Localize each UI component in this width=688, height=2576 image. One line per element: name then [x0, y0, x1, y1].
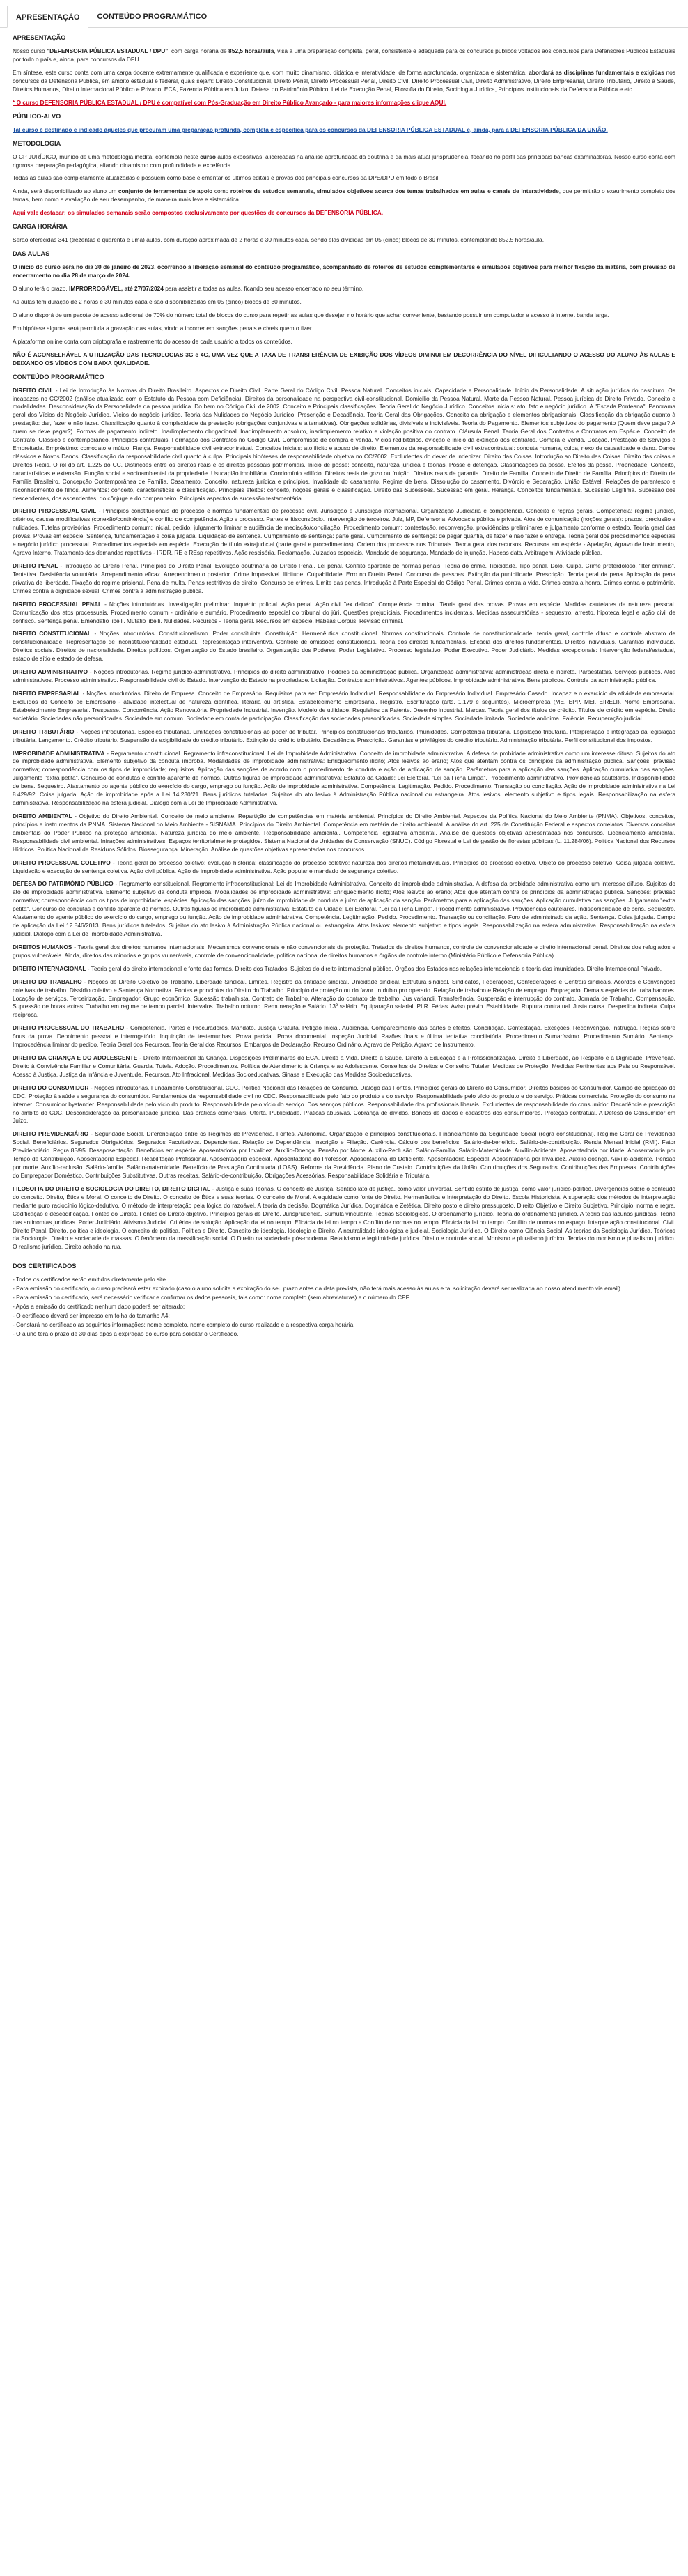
conteudo-item-title: DIREITO PROCESSUAL PENAL [13, 600, 102, 608]
carga-horaria-heading: CARGA HORÁRIA [13, 223, 68, 231]
conteudo-item-title: DIREITO EMPRESARIAL [13, 690, 81, 697]
conteudo-item-title: DEFESA DO PATRIMÔNIO PÚBLICO [13, 880, 114, 888]
conteudo-item-description: - Noções de Direito Coletivo do Trabalho. Liberdade Sindical. Limites. Registro da entidade sindical. Unicidade sindical. Estrutura sindical. Sindicatos, Federações, Confederações e Centrais sindicais. Acordos e Convenções coletivas de trabalho. Dissídio coletivo e Sentença Normativa. Fontes e princípios do Direito do Trabalho. Princípio de proteção ou do favor. In dubio pro operario. Relação de trabalho e Relação de emprego. Empregado. Demais espécies de trabalhadores. Locação de serviços. Terceirização. Empregador. Grupo econômico. Sucessão trabalhista. Contrato de Trabalho. Alteração do contrato de trabalho. Jus variandi. Transferência. Suspensão e interrupção do contrato. Jornada de Trabalho. Compensação. Supressão de horas extras. Trabalho em regime de tempo parcial. Intervalos. Trabalho noturno. Remuneração e Salário. 13º salário. Equiparação salarial. PLR. Férias. Aviso prévio. Estabilidade. Ruptura contratual. Justa causa. Despedida indireta. Culpa recíproca. [13, 978, 675, 1019]
conteudo-item-description: - Regramento constitucional. Regramento infraconstitucional: Lei de Improbidade Administrativa. Conceito de improbidade administrativa. A defesa da probidade administrativa como um interesse difuso. Sujeitos do ato de improbidade administrativa. Elemento subjetivo da conduta ímproba. Modalidades de improbidade administrativa: Enriquecimento ilícito; Atos lesivos ao erário; Atos que atentam contra os princípios da administração pública. Sanções: previsão normativa; correspondência com os tipos de improbidade; requisitos. Aplicação das sanções de acordo com o procedimento de conduta e ação de aplicação de sanção. Parâmetros para a aplicação das sanções. Aplicação cumulativa das sanções. Julgamento "extra petita". Concurso de condutas e conflito aparente de normas. Outras figuras de improbidade administrativa: Estatuto da Cidade; Lei Eleitoral. "Lei da Ficha Limpa". Procedimento administrativo. Providências cautelares. Indisponibilidade de bens. Sequestro. Afastamento do agente público do exercício do cargo, emprego ou função. Ação de improbidade administrativa. Competência. Legitimação. Pedido. Procedimento. Transação ou conciliação. Ação de improbidade administrativa na Lei 8.429/92. Coisa julgada. Ação de improbidade após a Lei 14.230/21. Bens jurídicos tutelados. Sujeitos do ato lesivo à Administração Pública nacional ou estrangeira. Atos lesivos: elemento subjetivo e tipos legais. Responsabilização na esfera administrativa. Responsabilização na esfera judicial. Diálogo com a Lei de Improbidade Administrativa. [13, 749, 676, 807]
metodologia-paragraph-1: O CP JURÍDICO, munido de uma metodologia inédita, contempla neste curso aulas expositivas, alicerçadas na análise aprofundada da doutrina e da mais atual jurisprudência, focando no perfil das principais bancas examinadoras. Nosso curso conta com rigorosa preparação pedagógica, aliando dinamismo com profundidade e excelência. [13, 153, 676, 169]
conteudo-item-title: DIREITO DO CONSUMIDOR [13, 1083, 89, 1091]
conteudo-item-title: DIREITO AMBIENTAL [13, 812, 72, 819]
das-aulas-paragraph-1: O início do curso será no dia 30 de janeiro de 2023, ocorrendo a liberação semanal do conteúdo programático, acompanhado de roteiros de estudos complementares e simulados objetivos para melhor fixação da matéria, com previsão de encerramento no dia 28 de março de 2024. [13, 263, 675, 279]
conteudo-item-description: - Objetivo do Direito Ambiental. Conceito de meio ambiente. Repartição de competências em matéria ambiental. Princípios do Direito Ambiental. Aspectos da Política Nacional do Meio Ambiente (PNMA). Objetivos, conceitos, princípios e instrumentos da PNMA. Sistema Nacional do Meio Ambiente - SISNAMA. Princípios do Direito Ambiental. Competência em matéria de direito ambiental. A análise do art. 225 da Constituição Federal e aspectos correlatos. Diversos conceitos ambientais do Poder Público na proteção ambiental. Natureza jurídica do meio ambiente. Responsabilidade ambiental. Competência legislativa ambiental. Análise de questões objetivas apresentadas nos concursos. Licenciamento ambiental. Responsabilidade civil ambiental. Infrações administrativas. Espaços territorialmente protegidos. Sistema Nacional de Unidades de Conservação (SNUC). Código Florestal e Lei de gestão de florestas públicas (L. 11.284/06). Política Nacional dos Recursos Hídricos. Política Nacional de Resíduos Sólidos. Biossegurança. Mineração. Análise de questões objetivas apresentadas nos concursos. [13, 812, 675, 853]
tab-bar [0, 0, 688, 28]
conteudo-item-description: - Teoria geral do direito internacional e fonte das formas. Direito dos Tratados. Sujeitos do direito internacional público. Órgãos dos Estados nas relações internacionais e teoria das imunidades. Direito Internacional Privado. [86, 964, 662, 972]
conteudo-item [13, 630, 675, 663]
conteudo-item [13, 812, 675, 854]
publico-alvo-text: Tal curso é destinado e indicado àqueles que procuram uma preparação profunda, completa e específica para os concursos da DEFENSORIA PÚBLICA ESTADUAL e, ainda, para a DEFENSORIA PÚBLICA DA UNIÃO. [13, 125, 608, 133]
conteudo-item-description: - Lei de Introdução às Normas do Direito Brasileiro. Aspectos de Direito Civil. Parte Geral do Código Civil. Pessoa Natural. Conceitos iniciais. Capacidade e Personalidade. Início da Personalidade. A situação jurídica do nascituro. Os incapazes no CC/2002 (análise atualizada com o Estatuto da Pessoa com Deficiência). Direitos da personalidade na perspectiva civil-constitucional. Domicílio da Pessoa Natural. Morte da Pessoa Natural. Pessoa jurídica de Direito Privado. Conceito e modalidades. Desconsideração da Personalidade da pessoa jurídica. Do bem no Código Civil de 2002. Conceito e Principais classificações. Teoria Geral do Negócio Jurídico. Conceitos iniciais: ato, fato e negócio jurídico. A "Escada Ponteana". Panorama geral dos Vícios do Negócio Jurídico. Vícios do negócio jurídico. Teoria das Nulidades do Negócio Jurídico. Prescrição e Decadência. Teoria Geral das Obrigações. Conceito da obrigação e elementos obrigacionais. Classificação da obrigação quanto à prestação: dar, fazer e não fazer. Classificação quanto à complexidade da prestação (obrigações conjuntivas e alternativas). Obrigações solidárias, divisíveis e indivisíveis. Teoria do Pagamento. Elementos subjetivos do pagamento (Quem deve pagar? A quem se deve pagar?). Formas de pagamento indireto. Inadimplemento obrigacional. Inadimplemento absoluto, inadimplemento relativo e violação positiva do contrato. Cláusula Penal. Teoria Geral dos Contratos e Contratos em Espécie. Conceito de Contrato. Clássico e contemporâneo. Princípios contratuais. Formação dos Contratos no Código Civil. Compromisso de compra e venda. Vícios redibitórios, evicção e início da extinção dos contratos. Compra e Venda. Doação. Prestação de Serviços e Empreitada. Empréstimo: comodato e mútuo. Fiança. Responsabilidade civil extracontratual. Conceitos iniciais: ato ilícito e abuso de direito. Elementos da responsabilidade civil extracontratual: conduta humana, culpa, nexo de causalidade e dano. Danos clássicos e Novos Danos. Classificação da responsabilidade civil quanto à culpa. Principais hipóteses de responsabilidade objetiva no CC/2002. Excludentes do dever de indenizar. Direito das Coisas. Introdução ao Direito das Coisas. Direito das coisas e Direitos Reais. O rol do art. 1.225 do CC. Distinções entre os direitos reais e os direitos pessoais patrimoniais. Início de posse: conceito, natureza jurídica e teorias. Posse e detenção. Classificações da posse. Efeitos da posse. Propriedade. Conceito, características e extensão. Função social e socioambiental da propriedade. Usucapião imobiliária. Condomínio edilício. Direitos reais de gozo ou fruição. Direitos reais de garantia. Direito de Família. Conceito de Direito de Família. Princípios do Direito de Família Brasileiro. Concepção Contemporânea de Família. Casamento. Conceito, natureza jurídica e princípios. Invalidade do casamento. Regime de bens. Dissolução do casamento. Divórcio e Separação. União Estável. Relações de parentesco e reconhecimento de filhos. Alimentos: conceito, características e classificação. Principais efeitos: conceito, noções gerais e classificação. Direito das Sucessões. Sucessão em geral. Herança. Conceitos fundamentais. Sucessão Legítima. Sucessão dos descendentes, dos ascendentes, do cônjuge e do companheiro. Princípais aspectos da sucessão testamentária. [13, 386, 676, 502]
das-aulas-paragraph-5: Em hipótese alguma será permitida a gravação das aulas, vindo a incorrer em sanções penais e cíveis quem o fizer. [13, 324, 313, 332]
tab-apresentacao[interactable]: APRESENTAÇÃO [7, 6, 88, 28]
conteudo-item [13, 562, 675, 596]
conteudo-item-title: DIREITO PROCESSUAL CIVIL [13, 507, 97, 515]
conteudo-item [13, 668, 675, 685]
das-aulas-paragraph-4: O aluno disporá de um pacote de acesso adicional de 70% do número total de blocos do curso para repetir as aulas que desejar, no horário que achar conveniente, bastando possuir um computador e acesso à internet banda larga. [13, 311, 609, 318]
conteudo-item [13, 1084, 675, 1126]
conteudo-item [13, 728, 675, 745]
conteudo-item [13, 601, 675, 626]
conteudo-item-description: - Justiça e suas Teorias. O conceito de Justiça. Sentido lato de justiça, como valor universal. Sentido estrito de justiça, como valor jurídico-político. Divergências sobre o conteúdo do conceito. Direito, Ética e Moral. O conceito de Direito. O conceito de Ética e suas teorias. O conceito de Moral. A equidade como fonte do Direito. Hermenêutica e Interpretação do Direito. Escola Historicista. A superação dos métodos de interpretação mediante puro raciocínio lógico-dedutivo. O método de interpretação pela lógica do razoável. A teoria da decisão. Dogmática Jurídica. Dogmática e Zetética. Direito posto e direito pressuposto. Direito Objetivo e Direito Subjetivo. Princípio, norma e regra. Codificação e descodificação. Fontes do Direito. Fontes do Direito objetivo. Princípios gerais de Direito. Jurisprudência. Súmula vinculante. Teorias Sociológicas. O ordenamento jurídico. Teoria do ordenamento jurídico. A teoria das lacunas jurídicas. Teoria das antinomias jurídicas. Poder Judiciário. Ativismo Judicial. Critérios de solução. Aplicação da lei no tempo. Eficácia da lei no tempo e Conflito de normas no tempo. Eficácia da lei no tempo. Conflito de normas no espaço. Interpretação constitucional. Civil. Direito Penal. Direito, política e ideologia. O conceito de política. Política e Direito. Conceito de ideologia. Ideologia e Direito. A neutralidade ideológica e judicial. Sociologia Jurídica. O Direito como Ciência Social. As teorias da Sociologia Jurídica. Teóricos da Sociologia. Direito e sociedade de massas. O fenômeno da massificação social. O Direito na sociedade pós-moderna. Relativismo e legitimidade jurídica. Direito e controle social. Monismo e pluralismo jurídico. Teorias do monismo e pluralismo jurídico. O realismo jurídico. Direito achado na rua. [13, 1185, 676, 1251]
das-aulas-paragraph-3: As aulas têm duração de 2 horas e 30 minutos cada e são disponibilizadas em 05 (cinco) blocos de 30 minutos. [13, 298, 302, 305]
conteudo-item-description: - Regramento constitucional. Regramento infraconstitucional: Lei de Improbidade Administrativa. Conceito de improbidade administrativa. A defesa da probidade administrativa como um interesse difuso. Sujeitos do ato de improbidade administrativa. Elemento subjetivo da conduta ímproba. Modalidades de improbidade administrativa: Enriquecimento ilícito; Atos lesivos ao erário; Atos que atentam contra os princípios da administração pública. Sanções: previsão normativa; correspondência com os tipos de improbidade; espécies. Aplicação das sanções: juízo de improbidade da conduta e juízo de aplicação da sanção. Parâmetros para a aplicação das sanções. Aplicação cumulativa das sanções. Julgamento "extra petita". Concurso de condutas e conflito aparente de normas. Outras figuras de improbidade administrativa: Estatuto da Cidade; Lei Eleitoral. "Lei da Ficha Limpa". Procedimento administrativo. Providências cautelares. Indisponibilidade de bens. Sequestro. Afastamento do agente público do exercício do cargo, emprego ou função. Ação de improbidade administrativa. Competência. Legitimação. Pedido. Procedimento. Transação ou conciliação. Foro de administrado da ação. Sentença. Coisa julgada. Campo de aplicação da Lei 12.846/2013. Bens jurídicos tutelados. Sujeitos do ato lesivo à Administração Pública nacional ou estrangeira. Atos lesivos: elemento subjetivo e tipos legais. Responsabilização na esfera administrativa. Responsabilização na esfera judicial. Diálogo com a Lei de Improbidade Administrativa. [13, 880, 676, 937]
conteudo-item-description: - Direito Internacional da Criança. Disposições Preliminares do ECA. Direito à Vida. Direito à Saúde. Direito à Educação e à Profissionalização. Direito à Liberdade, ao Respeito e à Dignidade. Prevenção. Direito à Convivência Familiar e Comunitária. Guarda. Tutela. Adoção. Procedimentos. Política de Atendimento à Criança e ao Adolescente. Conselhos de Direitos e Conselho Tutelar. Medidas de Proteção. Medidas Pertinentes aos Pais ou Responsável. Acesso à Justiça. Justiça da Infância e Juventude. Recursos. Ato Infracional. Medidas Socioeducativas. Sinase e Execução das Medidas Socioeducativas. [13, 1054, 675, 1078]
conteudo-item-title: DIREITOS HUMANOS [13, 943, 72, 950]
conteudo-item-title: DIREITO DO TRABALHO [13, 978, 82, 985]
conteudo-item-description: - Princípios constitucionais do processo e normas fundamentais de processo civil. Jurisdição e Jurisdição internacional. Organização Judiciária e competência. Conceito e regras gerais. Competência: regime jurídico, critérios, causas modificativas (conexão/continência) e conflito de competência. Ação e processo. Partes e litisconsórcio. Intervenção de terceiros. Juiz, MP, Defensoria, Advocacia pública e privada. Atos de comunicação (noções gerais): prazos, preclusão e nulidades. Tutelas provisórias. Procedimento comum: inicial, pedido, julgamento liminar e audiência de mediação/conciliação. Procedimento comum: contestação, reconvenção, providências preliminares e julgamento conforme o estado. Teoria geral das provas. Provas em espécie. Sentença, fundamentação e coisa julgada. Liquidação de sentença. Cumprimento de sentença: parte geral. Cumprimento de sentença: de pagar quantia, de fazer e não fazer e entrega. Teoria geral dos procedimentos especiais e negócio jurídico processual. Procedimentos especiais em espécie. Execução de título extrajudicial (parte geral e procedimentos). Ordem dos processos nos Tribunais. Teoria geral dos recursos. Recursos em espécie - Apelação, Agravo de Instrumento, Agravo Interno. Tratamento das demandas repetitivas - IRDR, RE e REsp repetitivos. Ação rescisória. Reclamação. Juizados especiais. Mandado de segurança. Mandado de injunção. Habeas data. Arbitragem. Atividade pública. [13, 507, 676, 557]
conteudo-item-title: DIREITO PENAL [13, 562, 58, 570]
intro-paragraph-1: Nosso curso "DEFENSORIA PÚBLICA ESTADUAL / DPU", com carga horária de 852,5 horas/aula, visa à uma preparação completa, geral, consistente e adequada para os concursos públicos voltados aos concursos para Defensores Públicos Estaduais por todo o país e, ainda, para concursos da DPU. [13, 47, 675, 63]
conteudo-item-title: DIREITO PREVIDENCIÁRIO [13, 1130, 89, 1138]
conteudo-item-description: - Noções introdutórias. Regime jurídico-administrativo. Princípios do direito administrativo. Poderes da administração pública. Organização administrativa: administração direta e indireta. Paraestatais. Serviços públicos. Atos administrativos. Processo administrativo. Responsabilidade civil do Estado. Intervenção do Estado na propriedade. Licitação. Contratos administrativos. Agentes públicos. Improbidade administrativa. Bens públicos. Controle da administração pública. [13, 668, 676, 684]
simulados-highlight: Aqui vale destacar: os simulados semanais serão compostos exclusivamente por questões de concursos da DEFENSORIA PÚBLICA. [13, 209, 384, 217]
conteudo-item-title: DIREITO INTERNACIONAL [13, 964, 86, 972]
intro-paragraph-2: Em síntese, este curso conta com uma carga docente extremamente qualificada e experiente que, com muito dinamismo, didática e interatividade, de forma aprofundada, organizada e sistemática, abordará as disciplinas fundamentais e exigidas nos concursos da Defensoria Pública, em âmbito estadual e federal, quais sejam: Direito Constitucional, Direito Penal, Direito Processual Penal, Direito Civil, Direito Processual Civil, Direito Administrativo, Direito Empresarial, Direito Tributário, Direito à Saúde, Direitos Humanos, Direito Internacional Público e Privado, ECA, Fazenda Pública em Juízo, Defesa do Patrimônio Público, Lei de Execução Penal, Filosofia do Direito, Sociologia Jurídica, Princípios Institucionais da Defensoria Pública e etc. [13, 68, 675, 93]
tab-conteudo-programatico[interactable]: CONTEÚDO PROGRAMÁTICO [97, 13, 208, 21]
metodologia-paragraph-3: Ainda, será disponibilizado ao aluno um conjunto de ferramentas de apoio como roteiros de estudos semanais, simulados objetivos acerca dos temas trabalhados em aulas e canais de interatividade, que permitirão o exaurimento completo dos temas, bem como a avaliação de seu desempenho, de maneira mais leve e sistemática. [13, 187, 675, 203]
conteudo-item-description: - Noções introdutórias. Direito de Empresa. Conceito de Empresário. Requisitos para ser Empresário Individual. Responsabilidade do Empresário Individual. Empresário Casado. Incapaz e o exercício da atividade empresarial. Excluídos do Conceito de Empresário - atividade intelectual de natureza científica, literária ou artística. Estabelecimento Empresarial. Registro. Escrituração (arts. 1.179 e seguintes). Microempresa (ME, EPP, MEI, EIRELI). Nome Empresarial. Estabelecimento Empresarial. Trespasse. Concorrência. Ação Renovatória. Propriedade Industrial. Invenção. Modelo de utilidade. Requisitos da Patente. Desenho Industrial. Marcas. Teoria geral dos títulos de crédito. Títulos de crédito em espécie. Direito societário. Sociedades não personificadas. Sociedade em comum. Sociedade em conta de participação. Classificação das sociedades personificadas. Sociedade simples. Sociedade limitada. Sociedade anônima. Falência. Recuperação judicial. [13, 690, 675, 722]
tab-content [0, 28, 688, 1339]
conteudo-item [13, 859, 675, 876]
conteudo-item-title: IMPROBIDADE ADMINISTRATIVA [13, 749, 105, 757]
publico-alvo-heading: PÚBLICO-ALVO [13, 112, 61, 120]
das-aulas-paragraph-6: A plataforma online conta com criptografia e rastreamento do acesso de cada usuário a todos os conteúdos. [13, 337, 292, 345]
certificados-heading: DOS CERTIFICADOS [13, 1263, 77, 1270]
das-aulas-heading: DAS AULAS [13, 250, 50, 258]
conteudo-item [13, 690, 675, 723]
conteudo-item-description: - Noções introdutórias. Constitucionalismo. Poder constituinte. Constituição. Hermenêutica constitucional. Normas constitucionais. Controle de constitucionalidade: teoria geral, controle difuso e controle abstrato de constitucionalidade. Representação de inconstitucionalidade estadual. Representação interventiva. Controle de omissões constitucionais. Teoria dos direitos fundamentais. Eficácia dos direitos fundamentais. Direitos individuais. Garantias individuais. Direitos sociais. Direitos de nacionalidade. Direitos políticos. Organização do Estado brasileiro. Organização dos Poderes. Poder Legislativo. Processo legislativo. Poder Executivo. Poder Judiciário. Medidas excepcionais: Intervenção federal/estadual, estado de sítio e estado de defesa. [13, 630, 676, 663]
certificado-item: - Para emissão do certificado, será necessário verificar e confirmar os dados pessoais, tais como: nome completo (sem abreviaturas) e o número do CPF. [13, 1294, 411, 1302]
conteudo-heading: CONTEÚDO PROGRAMÁTICO [13, 373, 104, 380]
conteudo-item [13, 943, 675, 960]
conteudo-item [13, 1024, 675, 1049]
conteudo-item [13, 750, 675, 808]
metodologia-paragraph-2: Todas as aulas são completamente atualizadas e possuem como base elementar os últimos editais e provas dos principais concursos da DPE/DPU em todo o Brasil. [13, 174, 440, 182]
conteudo-item-description: - Teoria geral do processo coletivo: evolução histórica; classificação do processo coletivo; natureza dos direitos metaindividuais. Princípios do processo coletivo. Objeto do processo coletivo. Coisa julgada coletiva. Liquidação e execução de sentença coletiva. Ação civil pública. Ação de improbidade administrativa. Ação popular e mandado de segurança coletivo. [13, 858, 676, 874]
conteudo-item [13, 1054, 675, 1079]
conteudo-item-description: - Noções introdutórias. Fundamento Constitucional. CDC. Política Nacional das Relações de Consumo. Diálogo das Fontes. Princípios gerais do Direito do Consumidor. Direitos básicos do Consumidor. Campo de aplicação do CDC. Proteção à saúde e segurança do consumidor. Fundamentos da responsabilidade civil no CDC. Responsabilidade pelo fato do produto e do serviço. Responsabilidade pelo vício do produto e do serviço. Práticas comerciais. Proteção do consumo na internet. Consumidor bystander. Responsabilidade pelo vício do produto. Responsabilidade pelo vício do serviço. Dos serviços públicos. Responsabilidade dos profissionais liberais. Excludentes de responsabilidade do consumidor. Decadência e prescrição no âmbito do CDC. Desconsideração da personalidade jurídica. Das práticas comerciais. Oferta. Publicidade. Práticas abusivas. Cobrança de dívidas. Bancos de dados e cadastros dos consumidores. Proteção contratual. A Defesa do Consumidor em Juízo. [13, 1083, 675, 1125]
conteudo-item [13, 978, 675, 1020]
das-aulas-paragraph-2: O aluno terá o prazo, IMPRORROGÁVEL, até 27/07/2024 para assistir a todas as aulas, ficando seu acesso encerrado no seu término. [13, 285, 364, 293]
conteudo-item [13, 965, 675, 973]
conteudo-item [13, 880, 675, 938]
conteudo-item-title: DIREITO CONSTITUCIONAL [13, 630, 92, 638]
certificado-item: - O aluno terá o prazo de 30 dias após a expiração do curso para solicitar o Certificado. [13, 1329, 239, 1337]
conteudo-item [13, 1130, 675, 1180]
conteudo-item-description: - Introdução ao Direito Penal. Princípios do Direito Penal. Evolução doutrinária do Direito Penal. Lei penal. Conflito aparente de normas penais. Teoria do crime. Tipicidade. Tipo penal. Dolo. Culpa. Crime preterdoloso. "Iter criminis". Tentativa. Desistência voluntária. Arrependimento eficaz. Arrependimento posterior. Crime Impossível. Ilicitude. Culpabilidade. Erro no Direito Penal. Concurso de pessoas. Extinção da punibilidade. Prescrição. Teoria geral da pena. Aplicação da pena privativa de liberdade. Fixação do regime prisional. Pena de multa. Penas restritivas de direito. Concurso de crimes. Limite das penas. Introdução à Parte Especial do Código Penal. Crimes contra a vida. Crimes contra a honra. Crimes contra o patrimônio. Crimes contra a dignidade sexual. Crimes contra a administração pública. [13, 562, 675, 594]
metodologia-heading: METODOLOGIA [13, 139, 61, 147]
carga-horaria-text: Serão oferecidas 341 (trezentas e quarenta e uma) aulas, com duração aproximada de 2 horas e 30 minutos cada, sendo elas divididas em 05 (cinco) blocos de 30 minutos, contemplando 852,5 horas/aula. [13, 236, 545, 244]
conteudo-list [13, 387, 675, 1252]
conteudo-item [13, 387, 675, 503]
conteudo-item-title: DIREITO PROCESSUAL COLETIVO [13, 858, 111, 866]
conteudo-item-title: DIREITO DA CRIANÇA E DO ADOLESCENTE [13, 1054, 138, 1062]
section-title: APRESENTAÇÃO [13, 34, 66, 41]
conteudo-item-description: - Seguridade Social. Diferenciação entre os Regimes de Previdência. Fontes. Autonomia. Organização e princípios constitucionais. Financiamento da Seguridade Social (regra constitucional). Regime Geral de Previdência Social. Beneficiários. Segurados Obrigatórios. Segurados Facultativos. Dependentes. Relação de Dependência. Inscrição e Filiação. Carência. Cálculo dos benefícios. Salário-de-benefício. Salário-de-contribuição. Renda Mensal Inicial (RMI). Fator Previdenciário. Regra 85/95. Desaposentação. Benefícios em espécie. Aposentadoria por Invalidez. Auxílio-Doença. Pensão por Morte. Auxílio-Reclusão. Salário-Família. Salário-Maternidade. Auxílio-Acidente. Aposentadoria por Idade. Aposentadoria por Tempo de Contribuição. Aposentadoria Especial. Reabilitação Profissional. Aposentadoria especial. Aposentadoria do Professor. Aposentadoria do Deficiente. Aposentadoria Especial. Aposentadoria por Invalidez. Auxílio-doença. Auxílio-acidente. Pensão por morte. Auxílio-reclusão. Salário-família. Salário-maternidade. Benefício de Prestação Continuada (LOAS). Reforma da Previdência. Plano de Custeio. Contribuições da União. Contribuições dos Segurados. Contribuições das Empresas. Contribuições do Empregador Doméstico. Contribuições Substitutivas. Outras receitas. Salário-de-contribuição. Obrigações Acessórias. Responsabilidade Solidária e Tributária. [13, 1130, 675, 1180]
conteudo-item [13, 1185, 675, 1251]
certificado-item: - Após a emissão do certificado nenhum dado poderá ser alterado; [13, 1303, 185, 1311]
conteudo-item-title: DIREITO TRIBUTÁRIO [13, 727, 75, 735]
conteudo-item-description: - Noções introdutórias. Espécies tributárias. Limitações constitucionais ao poder de tributar. Princípios constitucionais tributários. Imunidades. Competência tributária. Legislação tributária. Interpretação e integração da legislação tributária. Lançamento. Crédito tributário. Suspensão da exigibilidade do crédito tributário. Extinção do crédito tributário. Decadência. Prescrição. Garantias e privilégios do crédito tributário. Administração tributária. Perfil constitucional dos impostos. [13, 727, 675, 743]
certificado-item: - Para emissão do certificado, o curso precisará estar expirado (caso o aluno solicite a expiração do seu prazo antes da data prevista, não terá mais acesso às aulas e tal solicitação deverá ser realizada ao nosso atendimento via email). [13, 1285, 623, 1293]
conteudo-item-description: - Noções introdutórias. Investigação preliminar: Inquérito policial. Ação penal. Ação civil "ex delicto". Competência criminal. Teoria geral das provas. Provas em espécie. Medidas cautelares de natureza pessoal. Comunicação dos atos processuais. Procedimento comum - ordinário e sumário. Procedimento especial do tribunal do júri. Questões prejudiciais. Procedimentos incidentais. Medidas assecuratórias - sequestro, arresto, hipoteca legal e ação civil de confisco. Sentença penal. Emendatio libelli. Mutatio libelli. Nulidades. Recursos - Teoria geral. Recursos em espécie. Habeas Corpus. Revisão criminal. [13, 600, 675, 624]
conteudo-item-description: - Teoria geral dos direitos humanos internacionais. Mecanismos convencionais e não convencionais de proteção. Tratados de direitos humanos, controle de convencionalidade e direito internacional penal. Direitos dos refugiados e grupos vulneráveis. Ainda, direitos das minorias e grupos vulneráveis, controle de convencionalidade, política nacional de direitos humanos e órgãos de controle interno (Ministério Público e Defensoria Pública). [13, 943, 676, 959]
das-aulas-warning: NÃO É ACONSELHÁVEL A UTILIZAÇÃO DAS TECNOLOGIAS 3G e 4G, UMA VEZ QUE A TAXA DE TRANSFERÊNCIA DE EXIBIÇÃO DOS VÍDEOS DIMINUI EM DECORRÊNCIA DO NÍVEL DIFICULTANDO O ACESSO DO ALUNO ÀS AULAS E DEIXANDO OS VÍDEOS COM BAIXA QUALIDADE. [13, 350, 675, 367]
conteudo-item-title: FILOSOFIA DO DIREITO e SOCIOLOGIA DO DIREITO, DIREITO DIGITAL [13, 1185, 211, 1192]
conteudo-item-title: DIREITO ADMINISTRATIVO [13, 668, 88, 676]
conteudo-item-description: - Competência. Partes e Procuradores. Mandato. Justiça Gratuita. Petição Inicial. Audiência. Comparecimento das partes e efeitos. Conciliação. Contestação. Exceções. Reconvenção. Instrução. Regras sobre ônus da prova. Depoimento pessoal e interrogatório. Inquirição de testemunhas. Prova pericial. Prova documental. Inspeção Judicial. Razões finais e última tentativa conciliatória. Procedimento Sumaríssimo. Procedimento Sumário. Sentença. Improcedência liminar do pedido. Teoria Geral dos Recursos. Teoria Geral dos Recursos. Embargos de Declaração. Recurso Ordinário. Agravo de Petição. Agravo de Instrumento. [13, 1024, 675, 1049]
certificado-item: - O certificado deverá ser impresso em folha do tamanho A4; [13, 1312, 170, 1320]
certificados-list [13, 1276, 675, 1338]
certificado-item: - Constará no certificado as seguintes informações: nome completo, nome completo do curso realizado e a respectiva carga horária; [13, 1320, 355, 1328]
certificado-item: - Todos os certificados serão emitidos diretamente pelo site. [13, 1276, 168, 1283]
pos-graduacao-link[interactable]: * O curso DEFENSORIA PÚBLICA ESTADUAL / DPU é compatível com Pós-Graduação em Direito Público Avançado - para maiores informações clique AQUI. [13, 98, 447, 106]
conteudo-item-title: DIREITO CIVIL [13, 386, 54, 394]
conteudo-item-title: DIREITO PROCESSUAL DO TRABALHO [13, 1024, 125, 1032]
conteudo-item [13, 507, 675, 557]
